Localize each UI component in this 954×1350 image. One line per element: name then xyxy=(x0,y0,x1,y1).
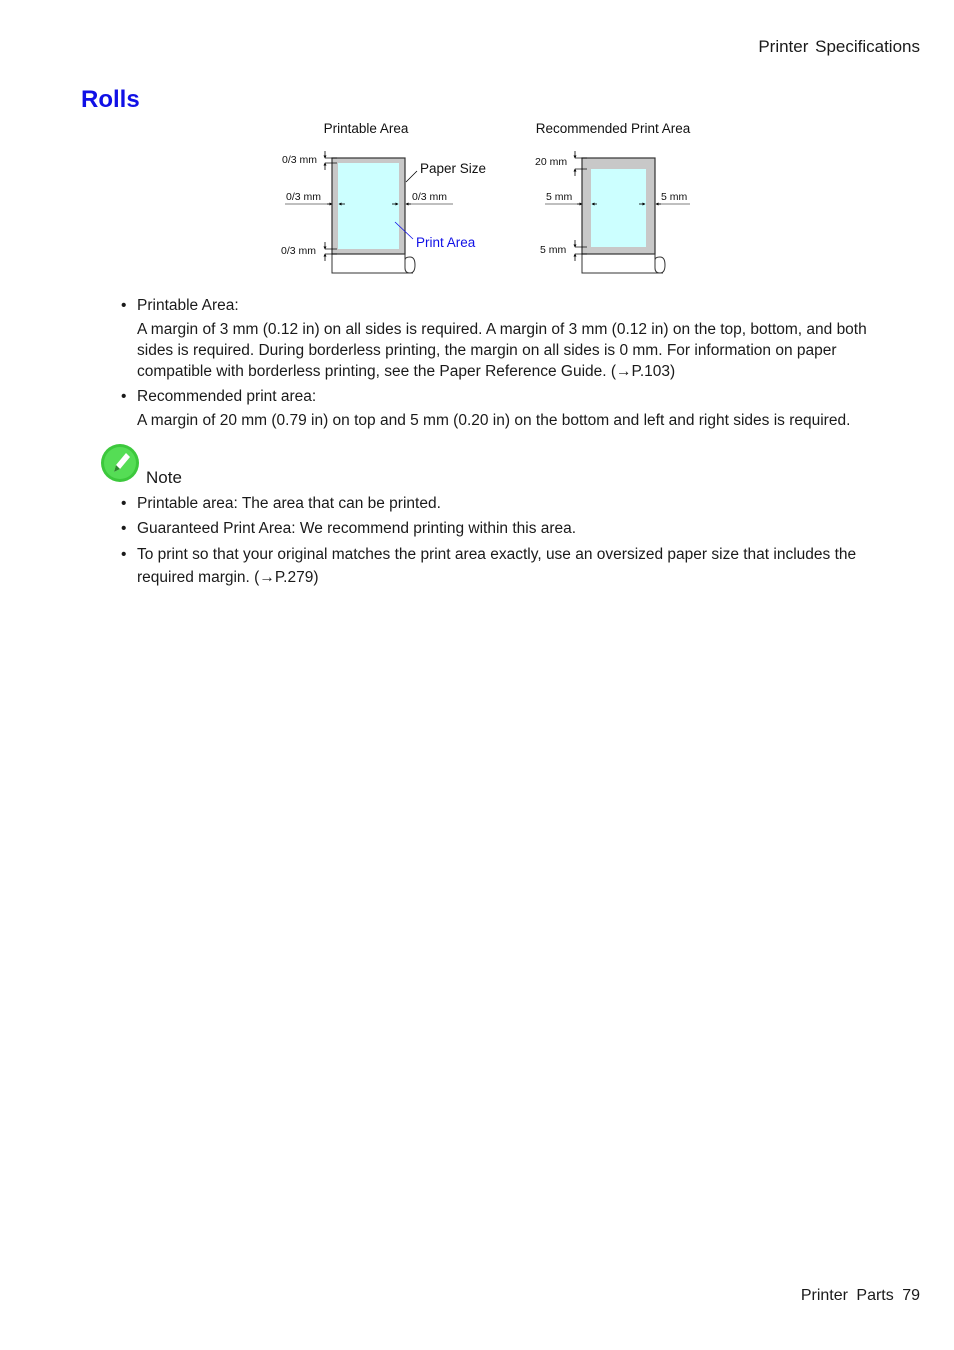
printable-area-heading: Printable Area xyxy=(323,121,409,136)
footer-chapter: Printer Parts xyxy=(800,1287,894,1304)
spec-list xyxy=(121,295,891,435)
note-text: Guaranteed Print Area: We recommend printing within this area. xyxy=(137,520,577,537)
recommended-bottom-margin: 5 mm xyxy=(540,244,567,256)
printable-area-diagram xyxy=(281,121,486,273)
printable-top-margin: 0/3 mm xyxy=(282,154,318,166)
note-label: Note xyxy=(146,468,182,487)
list-item xyxy=(121,543,891,589)
page-footer xyxy=(801,1287,920,1305)
list-item xyxy=(121,518,891,539)
spec-label: Recommended print area: xyxy=(137,388,317,405)
printable-left-margin: 0/3 mm xyxy=(286,191,322,203)
list-item xyxy=(121,295,891,382)
printable-right-margin: 0/3 mm xyxy=(412,191,448,203)
recommended-left-margin: 5 mm xyxy=(546,191,573,203)
bullet: • xyxy=(121,297,127,314)
running-header: Printer Specifications xyxy=(758,37,920,56)
note-list xyxy=(121,493,891,593)
list-item xyxy=(121,493,891,514)
print-area-label: Print Area xyxy=(416,235,476,250)
margin-diagram xyxy=(275,118,705,283)
bullet: • xyxy=(121,388,127,405)
printable-print-area xyxy=(338,163,399,249)
recommended-top-margin: 20 mm xyxy=(535,156,568,168)
bullet: • xyxy=(121,495,127,512)
note-text: To print so that your original matches the print area exactly, use an oversized paper size that includes the required margin. (→P.279) xyxy=(137,546,857,586)
section-title: Rolls xyxy=(81,86,140,113)
spec-text: A margin of 3 mm (0.12 in) on all sides is required. A margin of 3 mm (0.12 in) on the top, bottom, and both sides is required. During borderless printing, the margin on all sides is 0 mm. For information on paper compatible with borderless printing, see the Paper Reference Guide. (→P.103) xyxy=(137,321,867,380)
spec-text: A margin of 20 mm (0.79 in) on top and 5 mm (0.20 in) on the bottom and left and right sides is required. xyxy=(137,412,851,429)
spec-label: Printable Area: xyxy=(137,297,239,314)
recommended-print-area xyxy=(591,169,646,247)
page-number: 79 xyxy=(902,1287,920,1304)
pencil-note-icon xyxy=(100,443,142,485)
paper-size-label: Paper Size xyxy=(420,161,487,176)
recommended-right-margin: 5 mm xyxy=(661,191,688,203)
recommended-area-diagram xyxy=(535,121,691,273)
printable-roll-curl xyxy=(332,254,415,273)
printable-bottom-margin: 0/3 mm xyxy=(281,245,317,257)
recommended-area-heading: Recommended Print Area xyxy=(535,121,691,136)
bullet: • xyxy=(121,546,127,563)
recommended-roll-curl xyxy=(582,254,665,273)
bullet: • xyxy=(121,520,127,537)
list-item xyxy=(121,386,891,431)
note-text: Printable area: The area that can be printed. xyxy=(137,495,441,512)
